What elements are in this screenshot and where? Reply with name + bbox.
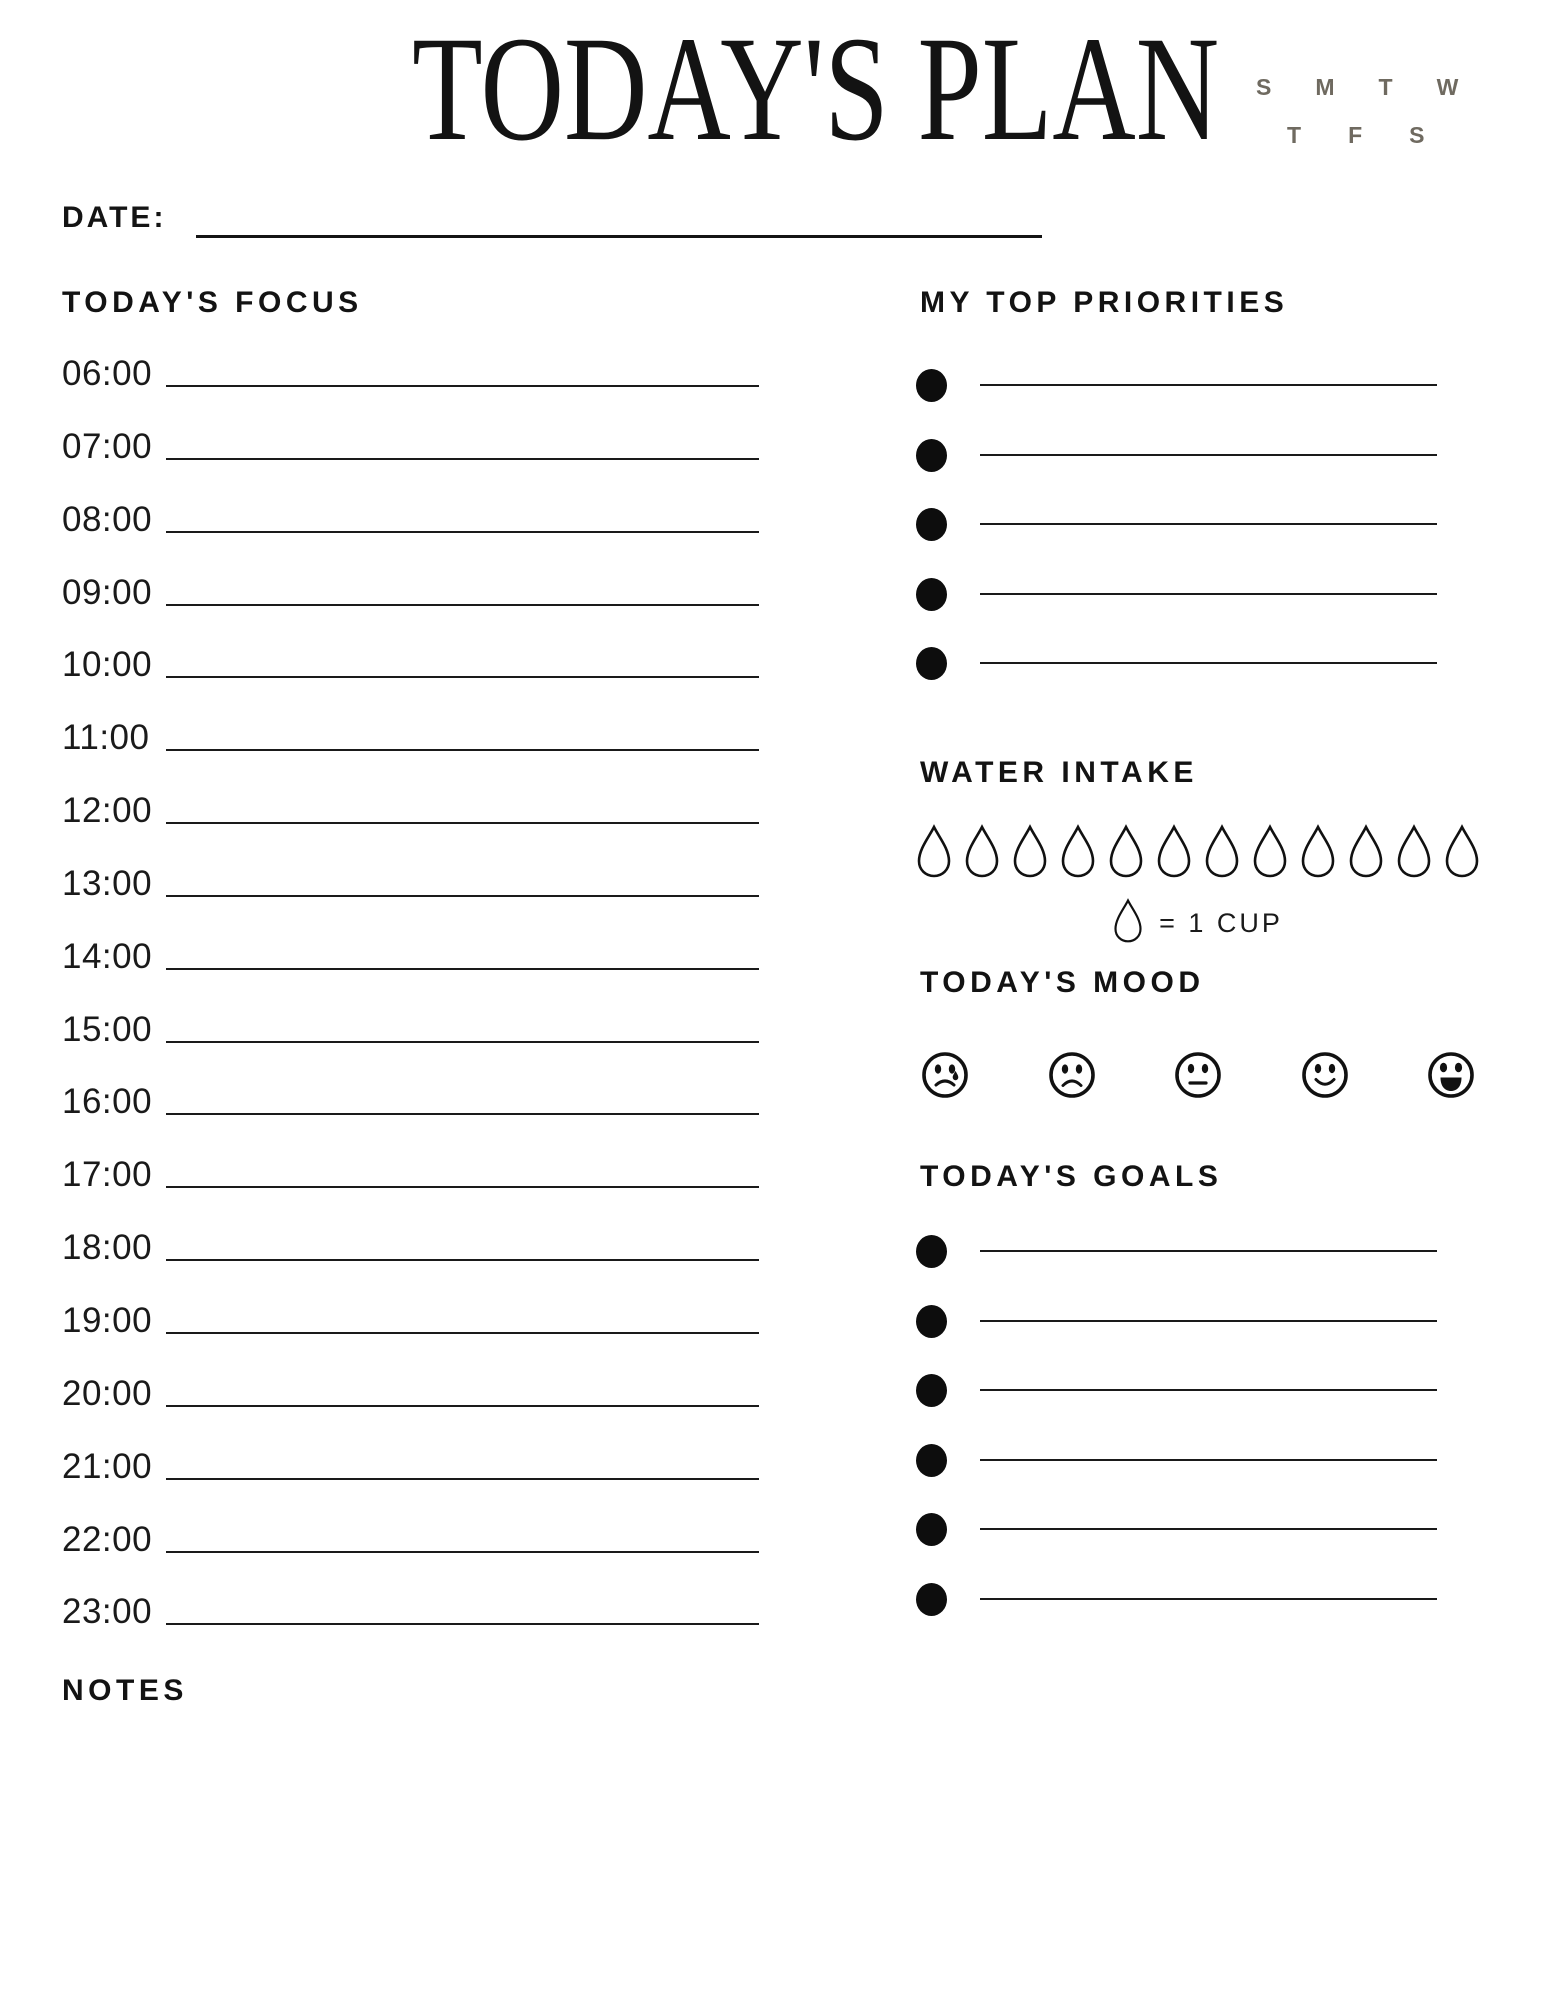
item-write-line[interactable] [980,593,1437,595]
time-label: 18:00 [62,1228,153,1268]
week-day-row-1 [1256,74,1458,101]
schedule-write-line[interactable] [166,531,759,533]
bullet-dot-icon [916,1444,947,1477]
schedule-write-line[interactable] [166,458,759,460]
schedule-write-line[interactable] [166,895,759,897]
time-label: 23:00 [62,1592,153,1632]
day-letter-w[interactable]: W [1436,74,1459,100]
schedule-write-line[interactable] [166,1332,759,1334]
schedule-write-line[interactable] [166,1478,759,1480]
day-letter-t[interactable]: T [1287,122,1302,148]
time-label: 06:00 [62,354,153,393]
time-label: 10:00 [62,645,153,685]
goals-heading: TODAY'S GOALS [920,1160,1223,1193]
schedule-row [62,1139,762,1212]
water-heading: WATER INTAKE [920,756,1198,789]
item-write-line[interactable] [980,1250,1437,1252]
schedule-row [62,921,762,994]
page-title: TODAY'S PLAN [412,6,1220,172]
mood-face-crying[interactable] [920,1050,970,1100]
bullet-dot-icon [916,578,947,611]
time-label: 12:00 [62,791,153,831]
item-write-line[interactable] [980,1598,1437,1600]
priorities-heading: MY TOP PRIORITIES [920,286,1289,319]
water-drop-icon[interactable] [1252,824,1288,878]
schedule-write-line[interactable] [166,1113,759,1115]
time-label: 09:00 [62,572,153,612]
schedule-row [62,484,762,557]
schedule-write-line[interactable] [166,822,759,824]
priorities-list [916,339,1441,687]
schedule-write-line[interactable] [166,1259,759,1261]
bullet-dot-icon [916,1235,947,1268]
week-day-row-2 [1287,122,1458,149]
item-write-line[interactable] [980,1528,1437,1530]
water-drop-icon[interactable] [1444,824,1480,878]
schedule-row [62,1431,762,1504]
schedule-row [62,1066,762,1139]
schedule-row [62,338,762,411]
bullet-dot-icon [916,647,947,680]
list-item [916,1205,1441,1275]
item-write-line[interactable] [980,1459,1437,1461]
schedule-row [62,411,762,484]
mood-face-sad[interactable] [1047,1050,1097,1100]
time-label: 20:00 [62,1373,153,1413]
schedule-write-line[interactable] [166,968,759,970]
time-label: 15:00 [62,1009,153,1049]
schedule-row [62,702,762,775]
schedule-row [62,994,762,1067]
focus-schedule [62,338,762,1649]
item-write-line[interactable] [980,662,1437,664]
item-write-line[interactable] [980,384,1437,386]
water-drop-icon[interactable] [1348,824,1384,878]
mood-face-grinning[interactable] [1426,1050,1476,1100]
water-drop-icon[interactable] [1396,824,1432,878]
water-drop-icon[interactable] [964,824,1000,878]
water-drop-icon[interactable] [1300,824,1336,878]
list-item [916,409,1441,479]
schedule-write-line[interactable] [166,1623,759,1625]
time-label: 21:00 [62,1446,153,1486]
water-drop-icon[interactable] [1108,824,1144,878]
water-drop-tracker [916,824,1480,878]
water-drop-icon[interactable] [1012,824,1048,878]
date-input-line[interactable] [196,235,1042,238]
water-drop-icon[interactable] [1156,824,1192,878]
schedule-write-line[interactable] [166,1551,759,1553]
list-item [916,478,1441,548]
bullet-dot-icon [916,369,947,402]
item-write-line[interactable] [980,454,1437,456]
bullet-dot-icon [916,1583,947,1616]
water-drop-icon[interactable] [916,824,952,878]
schedule-row [62,1576,762,1649]
day-letter-t[interactable]: T [1378,74,1393,100]
list-item [916,1344,1441,1414]
schedule-write-line[interactable] [166,749,759,751]
water-drop-icon [1113,898,1143,948]
list-item [916,1275,1441,1345]
time-label: 19:00 [62,1300,153,1340]
time-label: 13:00 [62,863,153,903]
list-item [916,617,1441,687]
schedule-write-line[interactable] [166,604,759,606]
bullet-dot-icon [916,1305,947,1338]
schedule-row [62,848,762,921]
bullet-dot-icon [916,1513,947,1546]
item-write-line[interactable] [980,1320,1437,1322]
day-letter-s[interactable]: S [1409,122,1425,148]
list-item [916,339,1441,409]
list-item [916,1483,1441,1553]
item-write-line[interactable] [980,523,1437,525]
time-label: 22:00 [62,1519,153,1559]
schedule-write-line[interactable] [166,1041,759,1043]
time-label: 14:00 [62,936,153,976]
day-letter-f[interactable]: F [1348,122,1363,148]
schedule-row [62,1504,762,1577]
mood-heading: TODAY'S MOOD [920,966,1205,999]
time-label: 17:00 [62,1155,153,1195]
mood-selector [920,1050,1476,1100]
water-legend-label: = 1 CUP [1159,907,1283,938]
bullet-dot-icon [916,439,947,472]
time-label: 08:00 [62,499,153,539]
focus-heading: TODAY'S FOCUS [62,286,363,319]
water-drop-icon[interactable] [1204,824,1240,878]
notes-heading: NOTES [62,1674,188,1707]
item-write-line[interactable] [980,1389,1437,1391]
bullet-dot-icon [916,508,947,541]
time-label: 07:00 [62,426,153,466]
goals-list [916,1205,1441,1622]
bullet-dot-icon [916,1374,947,1407]
day-letter-m[interactable]: M [1315,74,1335,100]
list-item [916,1414,1441,1484]
schedule-write-line[interactable] [166,1186,759,1188]
mood-face-smiling[interactable] [1300,1050,1350,1100]
list-item [916,1553,1441,1623]
list-item [916,548,1441,618]
time-label: 11:00 [62,718,150,758]
schedule-write-line[interactable] [166,385,759,387]
water-legend [916,898,1480,948]
day-letter-s[interactable]: S [1256,74,1272,100]
water-drop-icon[interactable] [1060,824,1096,878]
date-label: DATE: [62,201,167,234]
schedule-row [62,775,762,848]
schedule-row [62,1358,762,1431]
week-day-selector [1256,74,1458,149]
schedule-write-line[interactable] [166,676,759,678]
time-label: 16:00 [62,1082,153,1122]
schedule-row [62,1285,762,1358]
schedule-row [62,629,762,702]
mood-face-neutral[interactable] [1173,1050,1223,1100]
schedule-row [62,1212,762,1285]
schedule-row [62,557,762,630]
schedule-write-line[interactable] [166,1405,759,1407]
